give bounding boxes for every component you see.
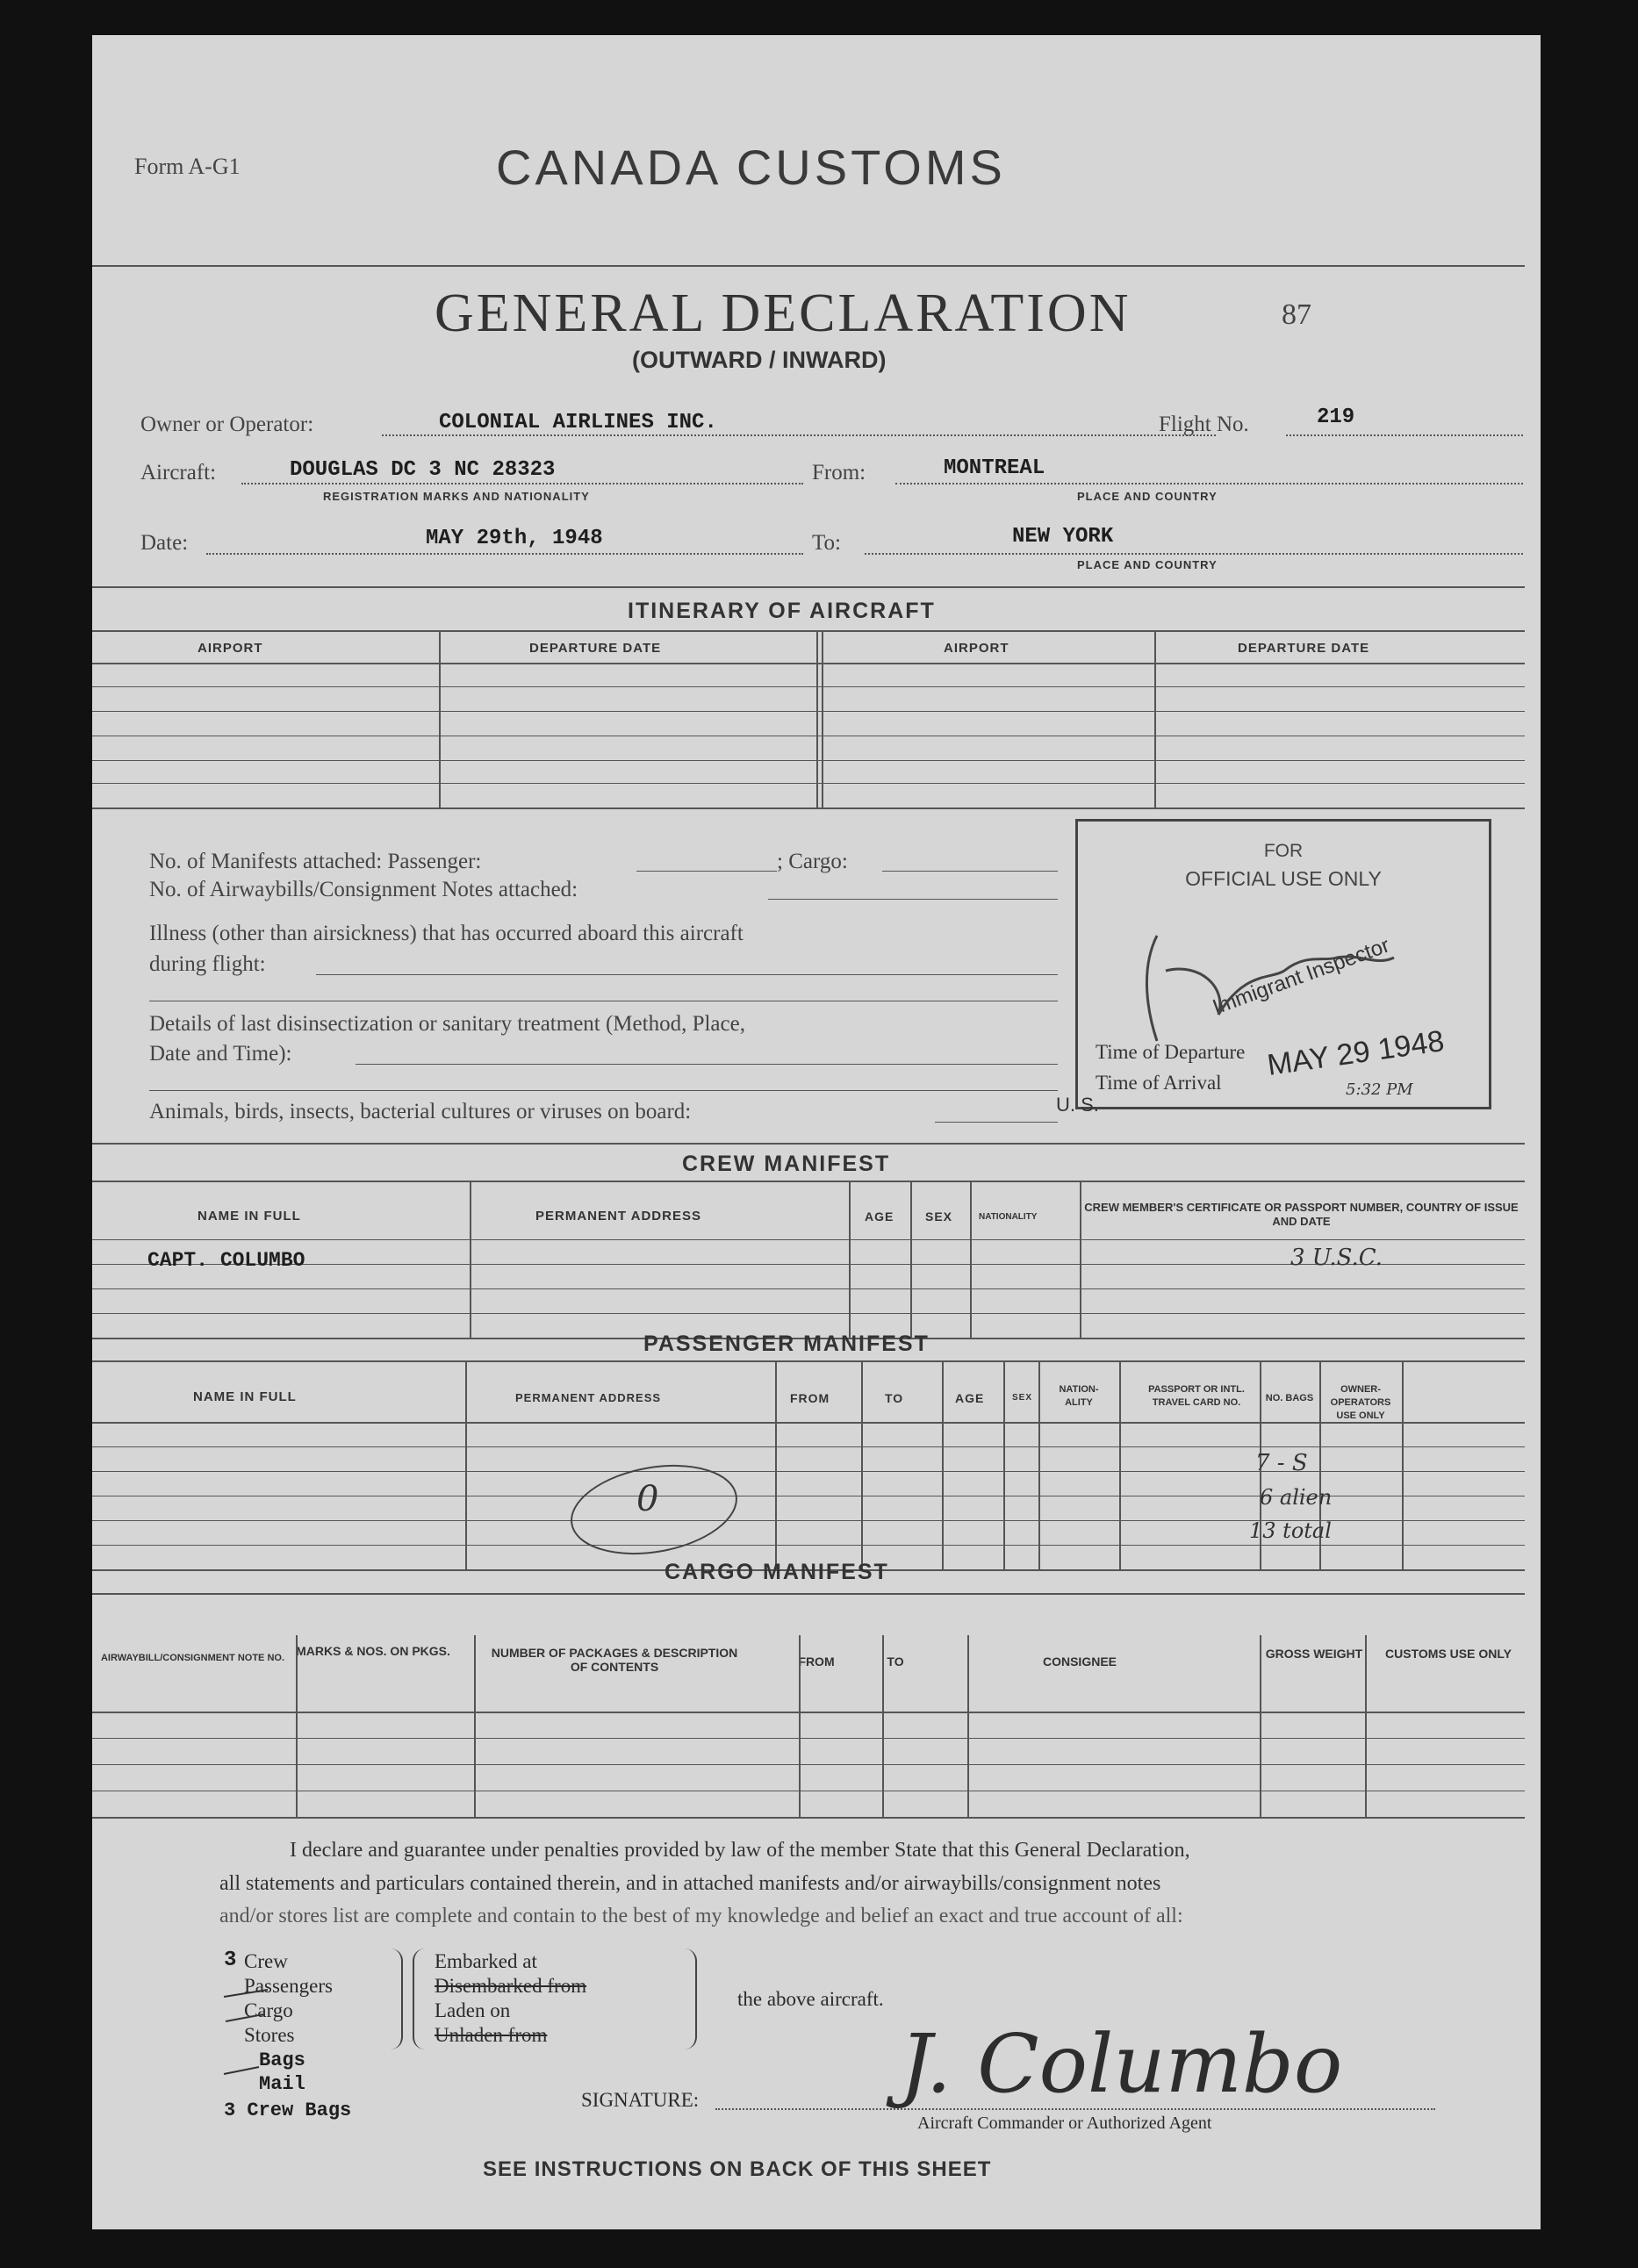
pax-col-bags: NO. BAGS [1265,1393,1314,1403]
time-of-arrival: Time of Arrival [1096,1072,1222,1094]
signature-sub: Aircraft Commander or Authorized Agent [917,2114,1212,2133]
cargo-col-marks: MARKS & NOS. ON PKGS. [296,1644,450,1658]
from-sub: PLACE AND COUNTRY [1077,490,1218,503]
disinsect-label: Details of last disinsectization or sanitary treatment (Method, Place, [149,1012,745,1036]
outward-inward: (OUTWARD / INWARD) [632,347,887,373]
disinsect-label-2: Date and Time): [149,1042,292,1066]
crew-count: 3 [224,1949,237,1972]
item-bags: Bags [259,2049,305,2071]
item-passengers: Passengers [244,1975,333,1997]
pax-col-name: NAME IN FULL [193,1389,297,1404]
form-id: Form A-G1 [134,154,241,179]
official-use-box [1075,819,1491,1109]
crew-title: CREW MANIFEST [682,1152,891,1176]
itinerary-title: ITINERARY OF AIRCRAFT [628,599,936,623]
page-title: GENERAL DECLARATION [435,284,1132,343]
crew-col-sex: SEX [925,1209,953,1224]
crew-col-nationality: NATIONALITY [979,1212,1038,1222]
aircraft-value: DOUGLAS DC 3 NC 28323 [290,458,556,482]
item-mail: Mail [259,2073,305,2095]
flight-value: 219 [1317,406,1355,429]
left-bracket [391,1949,403,2049]
aircraft-label: Aircraft: [140,461,217,484]
inspector-signature [1131,918,1420,1067]
agency-title: CANADA CUSTOMS [496,140,1006,195]
itinerary-col-1: AIRPORT [198,641,263,656]
itinerary-col-2: DEPARTURE DATE [529,641,662,656]
item-crew: Crew [244,1950,288,1972]
aircraft-sub: REGISTRATION MARKS AND NATIONALITY [323,490,590,503]
owner-value: COLONIAL AIRLINES INC. [439,411,717,434]
illness-label: Illness (other than airsickness) that has occurred aboard this aircraft [149,922,744,945]
strike-marks [215,1962,347,2093]
date-value: MAY 29th, 1948 [426,527,603,550]
cargo-col-from: FROM [798,1654,835,1669]
pax-col-passport: PASSPORT OR INTL. TRAVEL CARD NO. [1148,1384,1245,1408]
pax-col-sex: SEX [1012,1393,1033,1403]
airwaybills-label: No. of Airwaybills/Consignment Notes attached: [149,878,578,901]
zero-note: 0 [636,1479,659,1519]
doc-number: 87 [1282,298,1311,331]
bags-note-3: 13 total [1249,1518,1332,1543]
item-embarked: Embarked at [435,1950,537,1972]
crew-row-cert: 3 U.S.C. [1290,1245,1383,1271]
bags-note-1: 7 - S [1255,1450,1308,1476]
declaration-line-1: I declare and guarantee under penalties provided by law of the member State that this General Declaration, [290,1839,1190,1862]
passenger-title: PASSENGER MANIFEST [643,1331,930,1356]
illness-label-2: during flight: [149,952,266,976]
item-laden: Laden on [435,1999,511,2021]
bags-note-2: 6 alien [1260,1485,1333,1510]
cargo-col-weight: GROSS WEIGHT [1265,1647,1363,1661]
flight-label: Flight No. [1159,413,1249,436]
from-label: From: [812,461,866,484]
itinerary-col-3: AIRPORT [944,641,1009,656]
arrival-time-note: 5:32 PM [1346,1080,1413,1099]
cargo-label: ; Cargo: [777,850,848,873]
above-aircraft: the above aircraft. [737,1988,884,2010]
crew-col-certificate: CREW MEMBER'S CERTIFICATE OR PASSPORT NUMBER, COUNTRY OF ISSUE AND DATE [1084,1201,1519,1228]
itinerary-col-4: DEPARTURE DATE [1238,641,1370,656]
signature-label: SIGNATURE: [581,2089,700,2111]
cargo-col-consignee: CONSIGNEE [1042,1654,1117,1669]
to-label: To: [812,531,841,555]
declaration-line-3: and/or stores list are complete and contain to the best of my knowledge and belief an exact and true account of all: [219,1905,1183,1927]
pax-col-to: TO [885,1391,904,1405]
pax-col-age: AGE [955,1391,985,1405]
declaration-form [92,35,1541,2229]
animals-label: Animals, birds, insects, bacterial cultures or viruses on board: [149,1100,692,1123]
item-cargo: Cargo [244,1999,293,2021]
from-value: MONTREAL [944,456,1045,480]
official-label: OFFICIAL USE ONLY [1185,867,1382,890]
arrival-stamp-date: MAY 29 1948 [1265,1024,1447,1082]
pax-col-nationality: NATION-ALITY [1059,1384,1099,1408]
time-of-departure: Time of Departure [1096,1041,1246,1063]
cargo-col-airwaybill: AIRWAYBILL/CONSIGNMENT NOTE NO. [100,1653,284,1663]
cargo-title: CARGO MANIFEST [665,1560,889,1584]
date-label: Date: [140,531,189,555]
item-crew-bags: 3 Crew Bags [224,2099,352,2121]
manifests-label: No. of Manifests attached: Passenger: [149,850,482,873]
item-stores: Stores [244,2024,295,2046]
cargo-col-customs: CUSTOMS USE ONLY [1385,1647,1512,1661]
crew-col-name: NAME IN FULL [198,1209,301,1224]
pax-col-address: PERMANENT ADDRESS [515,1391,662,1404]
official-for: FOR [1263,841,1304,861]
cargo-col-to: TO [887,1654,904,1669]
mid-bracket-left [413,1949,425,2049]
item-disembarked: Disembarked from [435,1975,587,1997]
declaration-line-2: all statements and particulars contained therein, and in attached manifests and/or airwaybills/consignment notes [219,1872,1161,1895]
us-stamp-mark: U. S. [1056,1094,1099,1116]
footer-instructions: SEE INSTRUCTIONS ON BACK OF THIS SHEET [483,2157,992,2181]
mid-bracket-right [685,1949,697,2049]
commander-signature: J. Columbo [900,2017,1343,2111]
inspector-stamp: Immigrant Inspector [1210,933,1393,1020]
crew-col-address: PERMANENT ADDRESS [535,1209,701,1224]
cargo-col-packages: NUMBER OF PACKAGES & DESCRIPTION OF CONTENTS [491,1646,738,1674]
owner-label: Owner or Operator: [140,413,314,436]
crew-row-name: CAPT. COLUMBO [147,1249,305,1272]
pax-col-owner: OWNER-OPERATORS USE ONLY [1330,1384,1391,1421]
crew-col-age: AGE [865,1209,894,1224]
to-value: NEW YORK [1012,525,1114,549]
to-sub: PLACE AND COUNTRY [1077,558,1218,571]
item-unladen: Unladen from [435,2024,548,2046]
pax-col-from: FROM [790,1391,830,1405]
